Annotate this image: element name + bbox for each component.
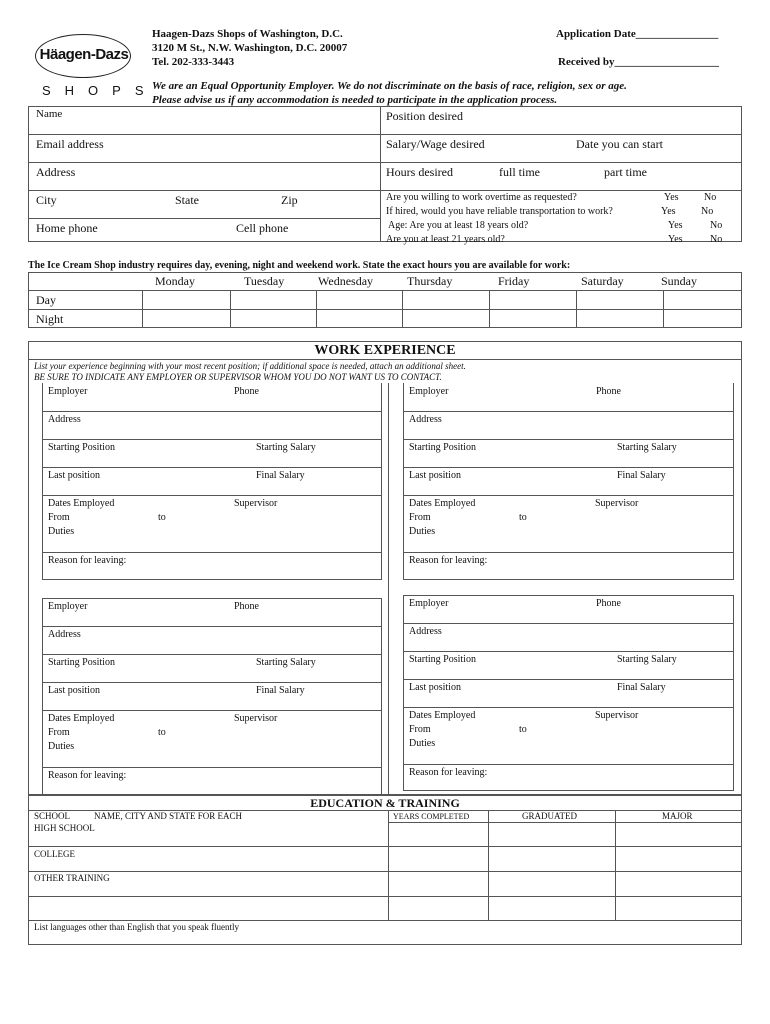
job-3-employer-field[interactable]: Employer (48, 601, 88, 612)
age18-no[interactable]: No (710, 220, 723, 231)
received-by-field[interactable]: Received by___________________ (558, 56, 720, 68)
row-college[interactable]: COLLEGE (34, 849, 75, 859)
col-graduated: GRADUATED (522, 811, 577, 821)
overtime-question: Are you willing to work overtime as requested? (386, 192, 577, 203)
job-3-starting-salary-field[interactable]: Starting Salary (256, 657, 316, 668)
state-field[interactable]: State (175, 193, 199, 207)
job-4-address-field[interactable]: Address (409, 626, 442, 637)
company-address: 3120 M St., N.W. Washington, D.C. 20007 (152, 42, 348, 54)
col-wednesday: Wednesday (318, 274, 374, 288)
accommodation-statement: Please advise us if any accommodation is needed to participate in the application process. (152, 94, 558, 106)
city-field[interactable]: City (36, 193, 57, 207)
job-3-starting-position-field[interactable]: Starting Position (48, 657, 115, 668)
job-4-starting-position-field[interactable]: Starting Position (409, 654, 476, 665)
transport-yes[interactable]: Yes (661, 206, 676, 217)
name-field[interactable]: Name (36, 108, 63, 120)
job-4-duties-field[interactable]: Duties (409, 738, 436, 749)
languages-field[interactable]: List languages other than English that you speak fluently (34, 922, 239, 932)
col-monday: Monday (155, 274, 195, 288)
job-1-duties-field[interactable]: Duties (48, 526, 75, 537)
job-2-phone-field[interactable]: Phone (596, 386, 621, 397)
age18-question: Age: Are you at least 18 years old? (388, 220, 529, 231)
education-title: EDUCATION & TRAINING (310, 796, 460, 810)
job-2-reason-field[interactable]: Reason for leaving: (409, 555, 488, 566)
job-2-address-field[interactable]: Address (409, 414, 442, 425)
job-1-last-position-field[interactable]: Last position (48, 470, 100, 481)
job-1-address-field[interactable]: Address (48, 414, 81, 425)
job-2-starting-position-field[interactable]: Starting Position (409, 442, 476, 453)
job-4-phone-field[interactable]: Phone (596, 598, 621, 609)
position-desired-field[interactable]: Position desired (386, 109, 463, 123)
job-1-starting-position-field[interactable]: Starting Position (48, 442, 115, 453)
job-2-box (403, 383, 734, 580)
job-2-final-salary-field[interactable]: Final Salary (617, 470, 666, 481)
logo-shops-text: SHOPS (42, 83, 158, 98)
job-4-to-field[interactable]: to (519, 724, 527, 735)
age21-no[interactable]: No (710, 234, 723, 245)
job-3-address-field[interactable]: Address (48, 629, 81, 640)
overtime-yes[interactable]: Yes (664, 192, 679, 203)
age21-yes[interactable]: Yes (668, 234, 683, 245)
job-1-box (42, 383, 382, 580)
transport-question: If hired, would you have reliable transportation to work? (386, 206, 613, 217)
salary-desired-field[interactable]: Salary/Wage desired (386, 137, 485, 151)
row-night: Night (36, 312, 64, 326)
job-3-phone-field[interactable]: Phone (234, 601, 259, 612)
full-time-option[interactable]: full time (499, 165, 540, 179)
job-1-from-field[interactable]: From (48, 512, 70, 523)
job-1-starting-salary-field[interactable]: Starting Salary (256, 442, 316, 453)
job-1-final-salary-field[interactable]: Final Salary (256, 470, 305, 481)
company-name: Haagen-Dazs Shops of Washington, D.C. (152, 28, 343, 40)
job-2-from-field[interactable]: From (409, 512, 431, 523)
application-date-field[interactable]: Application Date_______________ (556, 28, 719, 40)
work-do-not-contact-note: BE SURE TO INDICATE ANY EMPLOYER OR SUPERVISOR WHOM YOU DO NOT WANT US TO CONTACT. (34, 372, 442, 382)
job-2-starting-salary-field[interactable]: Starting Salary (617, 442, 677, 453)
job-4-final-salary-field[interactable]: Final Salary (617, 682, 666, 693)
col-friday: Friday (498, 274, 530, 288)
job-3-duties-field[interactable]: Duties (48, 741, 75, 752)
cell-phone-field[interactable]: Cell phone (236, 221, 289, 235)
part-time-option[interactable]: part time (604, 165, 647, 179)
job-4-last-position-field[interactable]: Last position (409, 682, 461, 693)
job-3-from-field[interactable]: From (48, 727, 70, 738)
job-3-reason-field[interactable]: Reason for leaving: (48, 770, 127, 781)
job-3-final-salary-field[interactable]: Final Salary (256, 685, 305, 696)
job-1-phone-field[interactable]: Phone (234, 386, 259, 397)
col-school: SCHOOL (34, 811, 71, 821)
job-2-to-field[interactable]: to (519, 512, 527, 523)
job-4-box (403, 595, 734, 791)
row-other-training[interactable]: OTHER TRAINING (34, 873, 110, 883)
job-3-dates-employed-label: Dates Employed (48, 713, 115, 724)
job-4-employer-field[interactable]: Employer (409, 598, 449, 609)
row-day: Day (36, 293, 56, 307)
company-phone: Tel. 202-333-3443 (152, 56, 235, 68)
availability-intro: The Ice Cream Shop industry requires day, evening, night and weekend work. State the exact hours you are available for work: (28, 260, 571, 271)
job-1-supervisor-field[interactable]: Supervisor (234, 498, 278, 509)
job-4-from-field[interactable]: From (409, 724, 431, 735)
zip-field[interactable]: Zip (281, 193, 298, 207)
logo-brand-text: Häagen-Dazs (39, 46, 129, 63)
job-4-reason-field[interactable]: Reason for leaving: (409, 767, 488, 778)
job-1-dates-employed-label: Dates Employed (48, 498, 115, 509)
col-thursday: Thursday (407, 274, 453, 288)
start-date-field[interactable]: Date you can start (576, 137, 663, 151)
hours-desired-label: Hours desired (386, 165, 453, 179)
overtime-no[interactable]: No (704, 192, 717, 203)
eeo-statement: We are an Equal Opportunity Employer. We do not discriminate on the basis of race, religion, sex or age. (152, 80, 627, 92)
job-2-supervisor-field[interactable]: Supervisor (595, 498, 639, 509)
work-note: List your experience beginning with your most recent position; if additional space is needed, attach an additional sheet. (34, 361, 466, 371)
work-experience-title: WORK EXPERIENCE (314, 343, 456, 358)
col-school-name: NAME, CITY AND STATE FOR EACH (94, 811, 242, 821)
col-tuesday: Tuesday (244, 274, 285, 288)
col-years-completed: YEARS COMPLETED (393, 812, 470, 821)
job-4-supervisor-field[interactable]: Supervisor (595, 710, 639, 721)
haagen-dazs-logo (35, 34, 131, 78)
job-1-to-field[interactable]: to (158, 512, 166, 523)
age18-yes[interactable]: Yes (668, 220, 683, 231)
job-2-last-position-field[interactable]: Last position (409, 470, 461, 481)
job-1-employer-field[interactable]: Employer (48, 386, 88, 397)
age21-question: Are you at least 21 years old? (386, 234, 505, 245)
home-phone-field[interactable]: Home phone (36, 221, 98, 235)
job-3-to-field[interactable]: to (158, 727, 166, 738)
job-4-dates-employed-label: Dates Employed (409, 710, 476, 721)
row-high-school[interactable]: HIGH SCHOOL (34, 823, 95, 833)
job-1-reason-field[interactable]: Reason for leaving: (48, 555, 127, 566)
email-field[interactable]: Email address (36, 137, 104, 151)
address-field[interactable]: Address (36, 165, 76, 179)
transport-no[interactable]: No (701, 206, 714, 217)
col-saturday: Saturday (581, 274, 624, 288)
col-sunday: Sunday (661, 274, 697, 288)
job-4-starting-salary-field[interactable]: Starting Salary (617, 654, 677, 665)
job-2-duties-field[interactable]: Duties (409, 526, 436, 537)
job-2-dates-employed-label: Dates Employed (409, 498, 476, 509)
job-3-supervisor-field[interactable]: Supervisor (234, 713, 278, 724)
job-3-box (42, 598, 382, 795)
col-major: MAJOR (662, 811, 693, 821)
job-3-last-position-field[interactable]: Last position (48, 685, 100, 696)
availability-table (28, 272, 742, 328)
job-2-employer-field[interactable]: Employer (409, 386, 449, 397)
